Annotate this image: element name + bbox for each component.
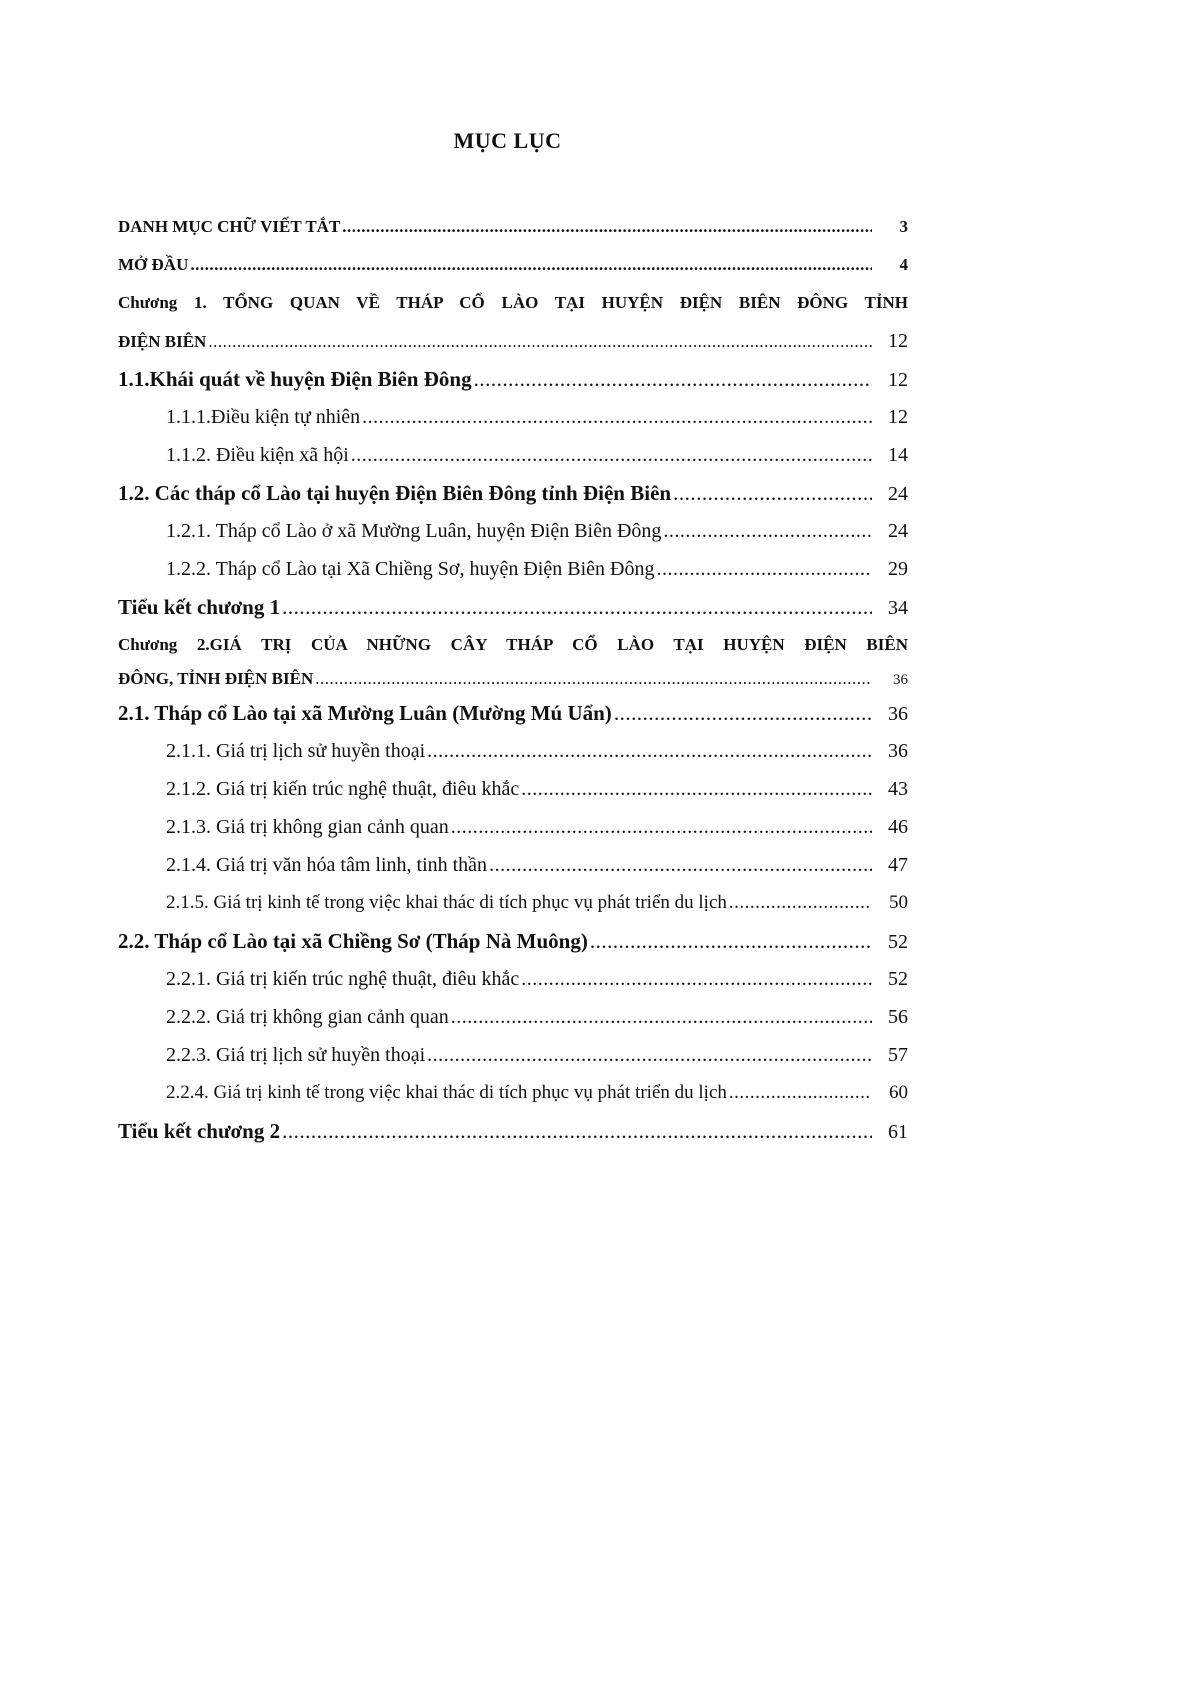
- toc-entry-label: 2.1.5. Giá trị kinh tế trong việc khai thác di tích phục vụ phát triển du lịch: [166, 892, 727, 913]
- toc-entry-introduction[interactable]: [118, 246, 908, 284]
- toc-entry-label: MỞ ĐẦU: [118, 255, 189, 274]
- toc-page-number: 36: [888, 740, 908, 762]
- toc-page-number: 52: [888, 968, 908, 990]
- toc-entry-section-2-1-1[interactable]: [118, 732, 908, 770]
- toc-entry-label: Tiểu kết chương 2: [118, 1119, 281, 1143]
- toc-entry-label: 1.2. Các tháp cổ Lào tại huyện Điện Biên Đông tỉnh Điện Biên: [118, 481, 672, 505]
- toc-entry-label: DANH MỤC CHỮ VIẾT TẮT: [118, 217, 341, 236]
- toc-entry-section-2-2-1[interactable]: [118, 960, 908, 998]
- toc-entry-label: 2.2.3. Giá trị lịch sử huyền thoại: [166, 1044, 426, 1066]
- toc-page-number: 24: [888, 520, 908, 542]
- toc-entry-abbreviations[interactable]: [118, 208, 908, 246]
- toc-page-number: 46: [888, 816, 908, 838]
- toc-page-number: 12: [888, 369, 908, 391]
- toc-entry-section-1-2[interactable]: [118, 474, 908, 512]
- toc-page-number: 4: [899, 255, 908, 274]
- toc-entry-label: 1.2.1. Tháp cổ Lào ở xã Mường Luân, huyện Điện Biên Đông: [166, 520, 662, 542]
- toc-entry-label: 2.2. Tháp cổ Lào tại xã Chiềng Sơ (Tháp Nà Muông): [118, 929, 588, 953]
- toc-page-number: 14: [888, 444, 908, 466]
- toc-entry-label: 1.2.2. Tháp cổ Lào tại Xã Chiềng Sơ, huyện Điện Biên Đông: [166, 558, 655, 580]
- toc-leader-dots: [315, 664, 872, 694]
- toc-entry-label: 2.2.1. Giá trị kiến trúc nghệ thuật, điêu khắc: [166, 968, 520, 990]
- toc-page-number: 3: [899, 217, 908, 236]
- toc-entry-chapter-1[interactable]: [118, 284, 908, 360]
- toc-entry-section-1-1[interactable]: [118, 360, 908, 398]
- toc-page-number: 60: [889, 1082, 908, 1103]
- toc-leader-dots: [474, 360, 872, 398]
- toc-leader-dots: [451, 998, 872, 1036]
- toc-leader-dots: [521, 770, 872, 808]
- toc-leader-dots: [282, 1112, 872, 1150]
- toc-leader-dots: [351, 436, 872, 474]
- toc-leader-dots: [673, 474, 872, 512]
- toc-page-number: 34: [888, 597, 908, 619]
- toc-page-number: 61: [888, 1121, 908, 1143]
- toc-leader-dots: [342, 208, 872, 246]
- toc-leader-dots: [656, 550, 872, 588]
- toc-entry-chapter-2[interactable]: [118, 626, 908, 694]
- page-title: MỤC LỤC: [453, 128, 562, 153]
- toc-page-number: 36: [888, 703, 908, 725]
- toc-entry-label: 2.1.4. Giá trị văn hóa tâm linh, tinh thần: [166, 854, 488, 876]
- toc-entry-section-2-1-5[interactable]: [118, 884, 908, 922]
- toc-leader-dots: [190, 246, 872, 284]
- toc-entry-section-1-2-1[interactable]: [118, 512, 908, 550]
- toc-leader-dots: [427, 732, 872, 770]
- toc-page-number: 47: [888, 854, 908, 876]
- table-of-contents: [118, 208, 908, 1150]
- toc-entry-section-2-2[interactable]: [118, 922, 908, 960]
- toc-leader-dots: [663, 512, 872, 550]
- toc-entry-section-2-1-3[interactable]: [118, 808, 908, 846]
- toc-entry-label: 2.1.2. Giá trị kiến trúc nghệ thuật, điêu khắc: [166, 778, 520, 800]
- toc-page-number: 50: [889, 892, 908, 913]
- toc-page-number: 29: [888, 558, 908, 580]
- toc-entry-label: 1.1.1.Điều kiện tự nhiên: [166, 406, 361, 428]
- toc-entry-section-2-2-4[interactable]: [118, 1074, 908, 1112]
- toc-page-number: 52: [888, 931, 908, 953]
- toc-entry-section-2-2-3[interactable]: [118, 1036, 908, 1074]
- toc-entry-summary-chapter-2[interactable]: [118, 1112, 908, 1150]
- toc-entry-label: 2.2.2. Giá trị không gian cảnh quan: [166, 1006, 449, 1028]
- toc-leader-dots: [208, 323, 872, 361]
- toc-entry-label: 2.1.1. Giá trị lịch sử huyền thoại: [166, 740, 426, 762]
- toc-entry-summary-chapter-1[interactable]: [118, 588, 908, 626]
- toc-leader-dots: [521, 960, 872, 998]
- toc-entry-label: 2.1.3. Giá trị không gian cảnh quan: [166, 816, 449, 838]
- toc-leader-dots: [451, 808, 872, 846]
- toc-entry-section-1-1-1[interactable]: [118, 398, 908, 436]
- toc-entry-label: Tiểu kết chương 1: [118, 595, 281, 619]
- toc-entry-section-2-1[interactable]: [118, 694, 908, 732]
- toc-leader-dots: [729, 1074, 872, 1112]
- toc-page-number: 56: [888, 1006, 908, 1028]
- toc-page-number: 12: [888, 406, 908, 428]
- toc-page-number: 12: [888, 330, 908, 352]
- toc-leader-dots: [362, 398, 872, 436]
- toc-entry-label: 2.2.4. Giá trị kinh tế trong việc khai thác di tích phục vụ phát triển du lịch: [166, 1082, 727, 1103]
- toc-page-number: 36: [893, 672, 908, 688]
- toc-entry-section-2-2-2[interactable]: [118, 998, 908, 1036]
- toc-leader-dots: [282, 588, 872, 626]
- toc-chapter-title-line: Chương 2.GIÁ TRỊ CỦA NHỮNG CÂY THÁP CỔ LÀO TẠI HUYỆN ĐIỆN BIÊN: [118, 635, 908, 654]
- toc-entry-section-1-1-2[interactable]: [118, 436, 908, 474]
- toc-entry-section-2-1-2[interactable]: [118, 770, 908, 808]
- toc-leader-dots: [489, 846, 872, 884]
- toc-leader-dots: [590, 922, 872, 960]
- toc-leader-dots: [729, 884, 872, 922]
- toc-page-number: 43: [888, 778, 908, 800]
- toc-chapter-title-line: Chương 1. TỔNG QUAN VỀ THÁP CỔ LÀO TẠI HUYỆN ĐIỆN BIÊN ĐÔNG TỈNH: [118, 293, 908, 312]
- toc-entry-label: 1.1.2. Điều kiện xã hội: [166, 444, 349, 466]
- toc-page-number: 24: [888, 483, 908, 505]
- toc-chapter-title-line: ĐIỆN BIÊN: [118, 332, 207, 351]
- toc-chapter-title-line: ĐÔNG, TỈNH ĐIỆN BIÊN: [118, 669, 314, 688]
- toc-page-number: 57: [888, 1044, 908, 1066]
- toc-entry-label: 2.1. Tháp cổ Lào tại xã Mường Luân (Mường Mú Uẩn): [118, 701, 612, 725]
- toc-leader-dots: [427, 1036, 872, 1074]
- toc-leader-dots: [614, 694, 872, 732]
- toc-entry-section-2-1-4[interactable]: [118, 846, 908, 884]
- toc-entry-section-1-2-2[interactable]: [118, 550, 908, 588]
- toc-entry-label: 1.1.Khái quát về huyện Điện Biên Đông: [118, 367, 472, 391]
